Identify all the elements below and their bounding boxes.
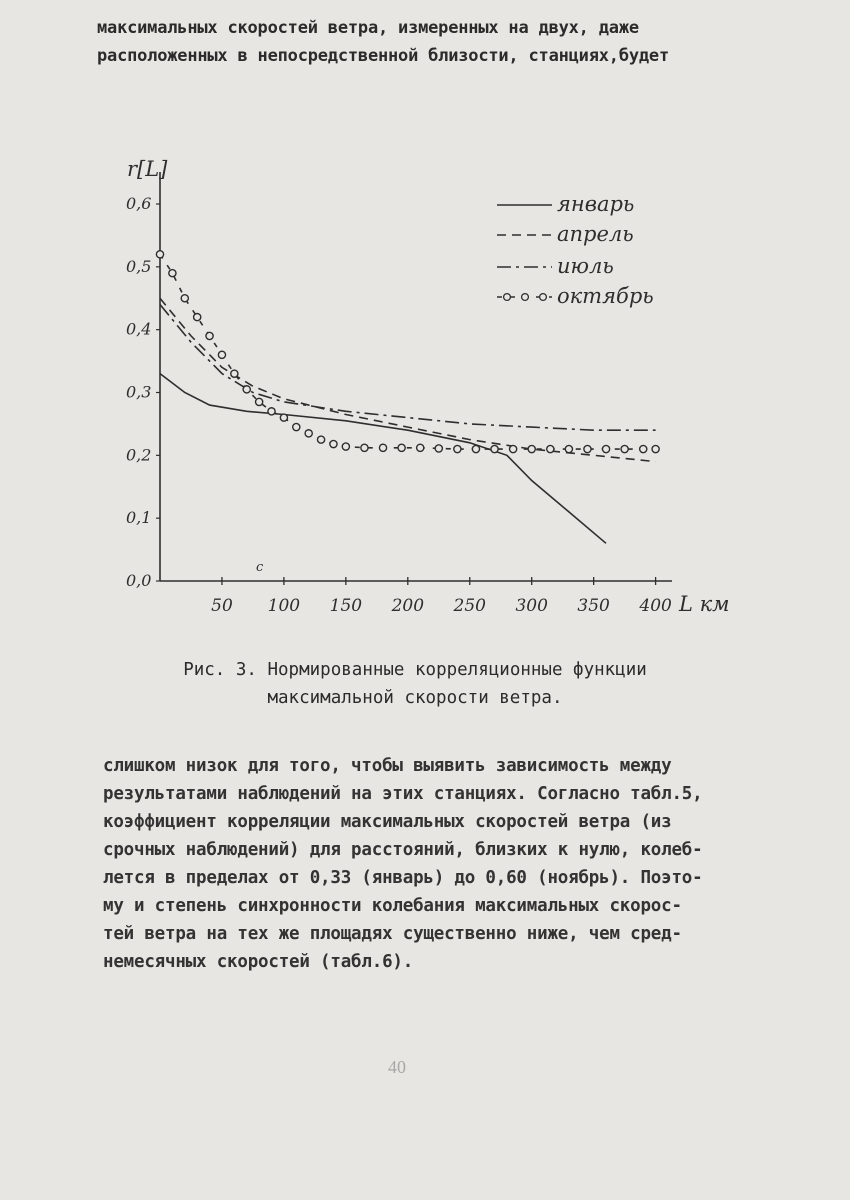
series-point-3 [547, 445, 554, 452]
body-line-8: немесячных скоростей (табл.6). [103, 952, 414, 972]
series-point-3 [528, 445, 535, 452]
series-point-3 [293, 423, 300, 430]
y-tick-label: 0,3 [126, 382, 152, 402]
series-point-3 [652, 445, 659, 452]
body-line-4: срочных наблюдений) для расстояний, близких к нулю, колеб- [103, 840, 703, 860]
legend-label-0: январь [557, 192, 635, 216]
series-point-3 [472, 445, 479, 452]
page-number: 40 [388, 1057, 406, 1077]
x-tick-label: 200 [391, 596, 425, 616]
legend-label-2: июль [557, 254, 614, 278]
y-tick-label: 0,1 [126, 508, 152, 528]
legend-marker-3 [540, 294, 547, 301]
series-point-3 [379, 444, 386, 451]
series-point-3 [584, 445, 591, 452]
x-tick-label: 50 [211, 596, 233, 616]
top-paragraph-line-1: максимальных скоростей ветра, измеренных на двух, даже [97, 18, 639, 38]
series-point-3 [361, 444, 368, 451]
series-point-3 [510, 445, 517, 452]
x-axis-title: L км [679, 592, 730, 616]
series-point-3 [194, 314, 201, 321]
body-line-2: результатами наблюдений на этих станциях. Согласно табл.5, [103, 784, 703, 804]
series-point-3 [330, 440, 337, 447]
y-tick-label: 0,6 [126, 194, 152, 213]
series-line-2 [160, 305, 656, 431]
series-point-3 [317, 436, 324, 443]
series-point-3 [256, 398, 263, 405]
series-point-3 [305, 430, 312, 437]
y-tick-label: 0,0 [126, 571, 152, 590]
body-line-5: лется в пределах от 0,33 (январь) до 0,60 (ноябрь). Поэто- [103, 868, 703, 888]
chart-legend [497, 192, 654, 308]
series-line-0 [160, 374, 606, 544]
y-axis-title: r[L] [127, 157, 168, 181]
body-line-7: тей ветра на тех же площадях существенно ниже, чем сред- [103, 924, 682, 944]
top-paragraph-line-2: расположенных в непосредственной близости, станциях,будет [97, 46, 669, 66]
series-point-3 [206, 332, 213, 339]
body-line-1: слишком низок для того, чтобы выявить зависимость между [103, 756, 672, 776]
legend-marker-3 [504, 294, 511, 301]
series-point-3 [218, 351, 225, 358]
series-point-3 [640, 445, 647, 452]
series-point-3 [454, 445, 461, 452]
chart-annotation: c [256, 560, 264, 575]
body-line-3: коэффициент корреляции максимальных скоростей ветра (из [103, 812, 672, 832]
body-line-6: му и степень синхронности колебания максимальных скорос- [103, 896, 682, 916]
series-point-3 [565, 445, 572, 452]
series-point-3 [491, 445, 498, 452]
x-tick-label: 100 [267, 596, 301, 616]
series-point-3 [398, 444, 405, 451]
series-line-1 [160, 298, 656, 461]
y-tick-label: 0,5 [126, 256, 152, 276]
series-point-3 [342, 443, 349, 450]
x-tick-label: 300 [515, 596, 548, 616]
chart-axes [126, 157, 730, 616]
x-tick-label: 350 [577, 596, 610, 616]
series-point-3 [621, 445, 628, 452]
series-point-3 [169, 270, 176, 277]
y-tick-label: 0,2 [126, 445, 152, 465]
series-point-3 [156, 251, 163, 258]
series-point-3 [280, 414, 287, 421]
series-point-3 [435, 445, 442, 452]
series-point-3 [602, 445, 609, 452]
series-point-3 [417, 444, 424, 451]
y-tick-label: 0,4 [126, 319, 152, 339]
legend-label-3: октябрь [557, 284, 654, 308]
figure-caption-line-2: максимальной скорости ветра. [267, 688, 563, 708]
legend-marker-3 [522, 294, 529, 301]
x-tick-label: 400 [639, 596, 672, 616]
series-point-3 [243, 386, 250, 393]
series-point-3 [231, 370, 238, 377]
series-point-3 [181, 295, 188, 302]
series-point-3 [268, 408, 275, 415]
x-tick-label: 150 [329, 596, 363, 616]
legend-label-1: апрель [557, 222, 634, 246]
figure-caption-line-1: Рис. 3. Нормированные корреляционные функции [183, 660, 647, 680]
x-tick-label: 250 [453, 596, 486, 616]
